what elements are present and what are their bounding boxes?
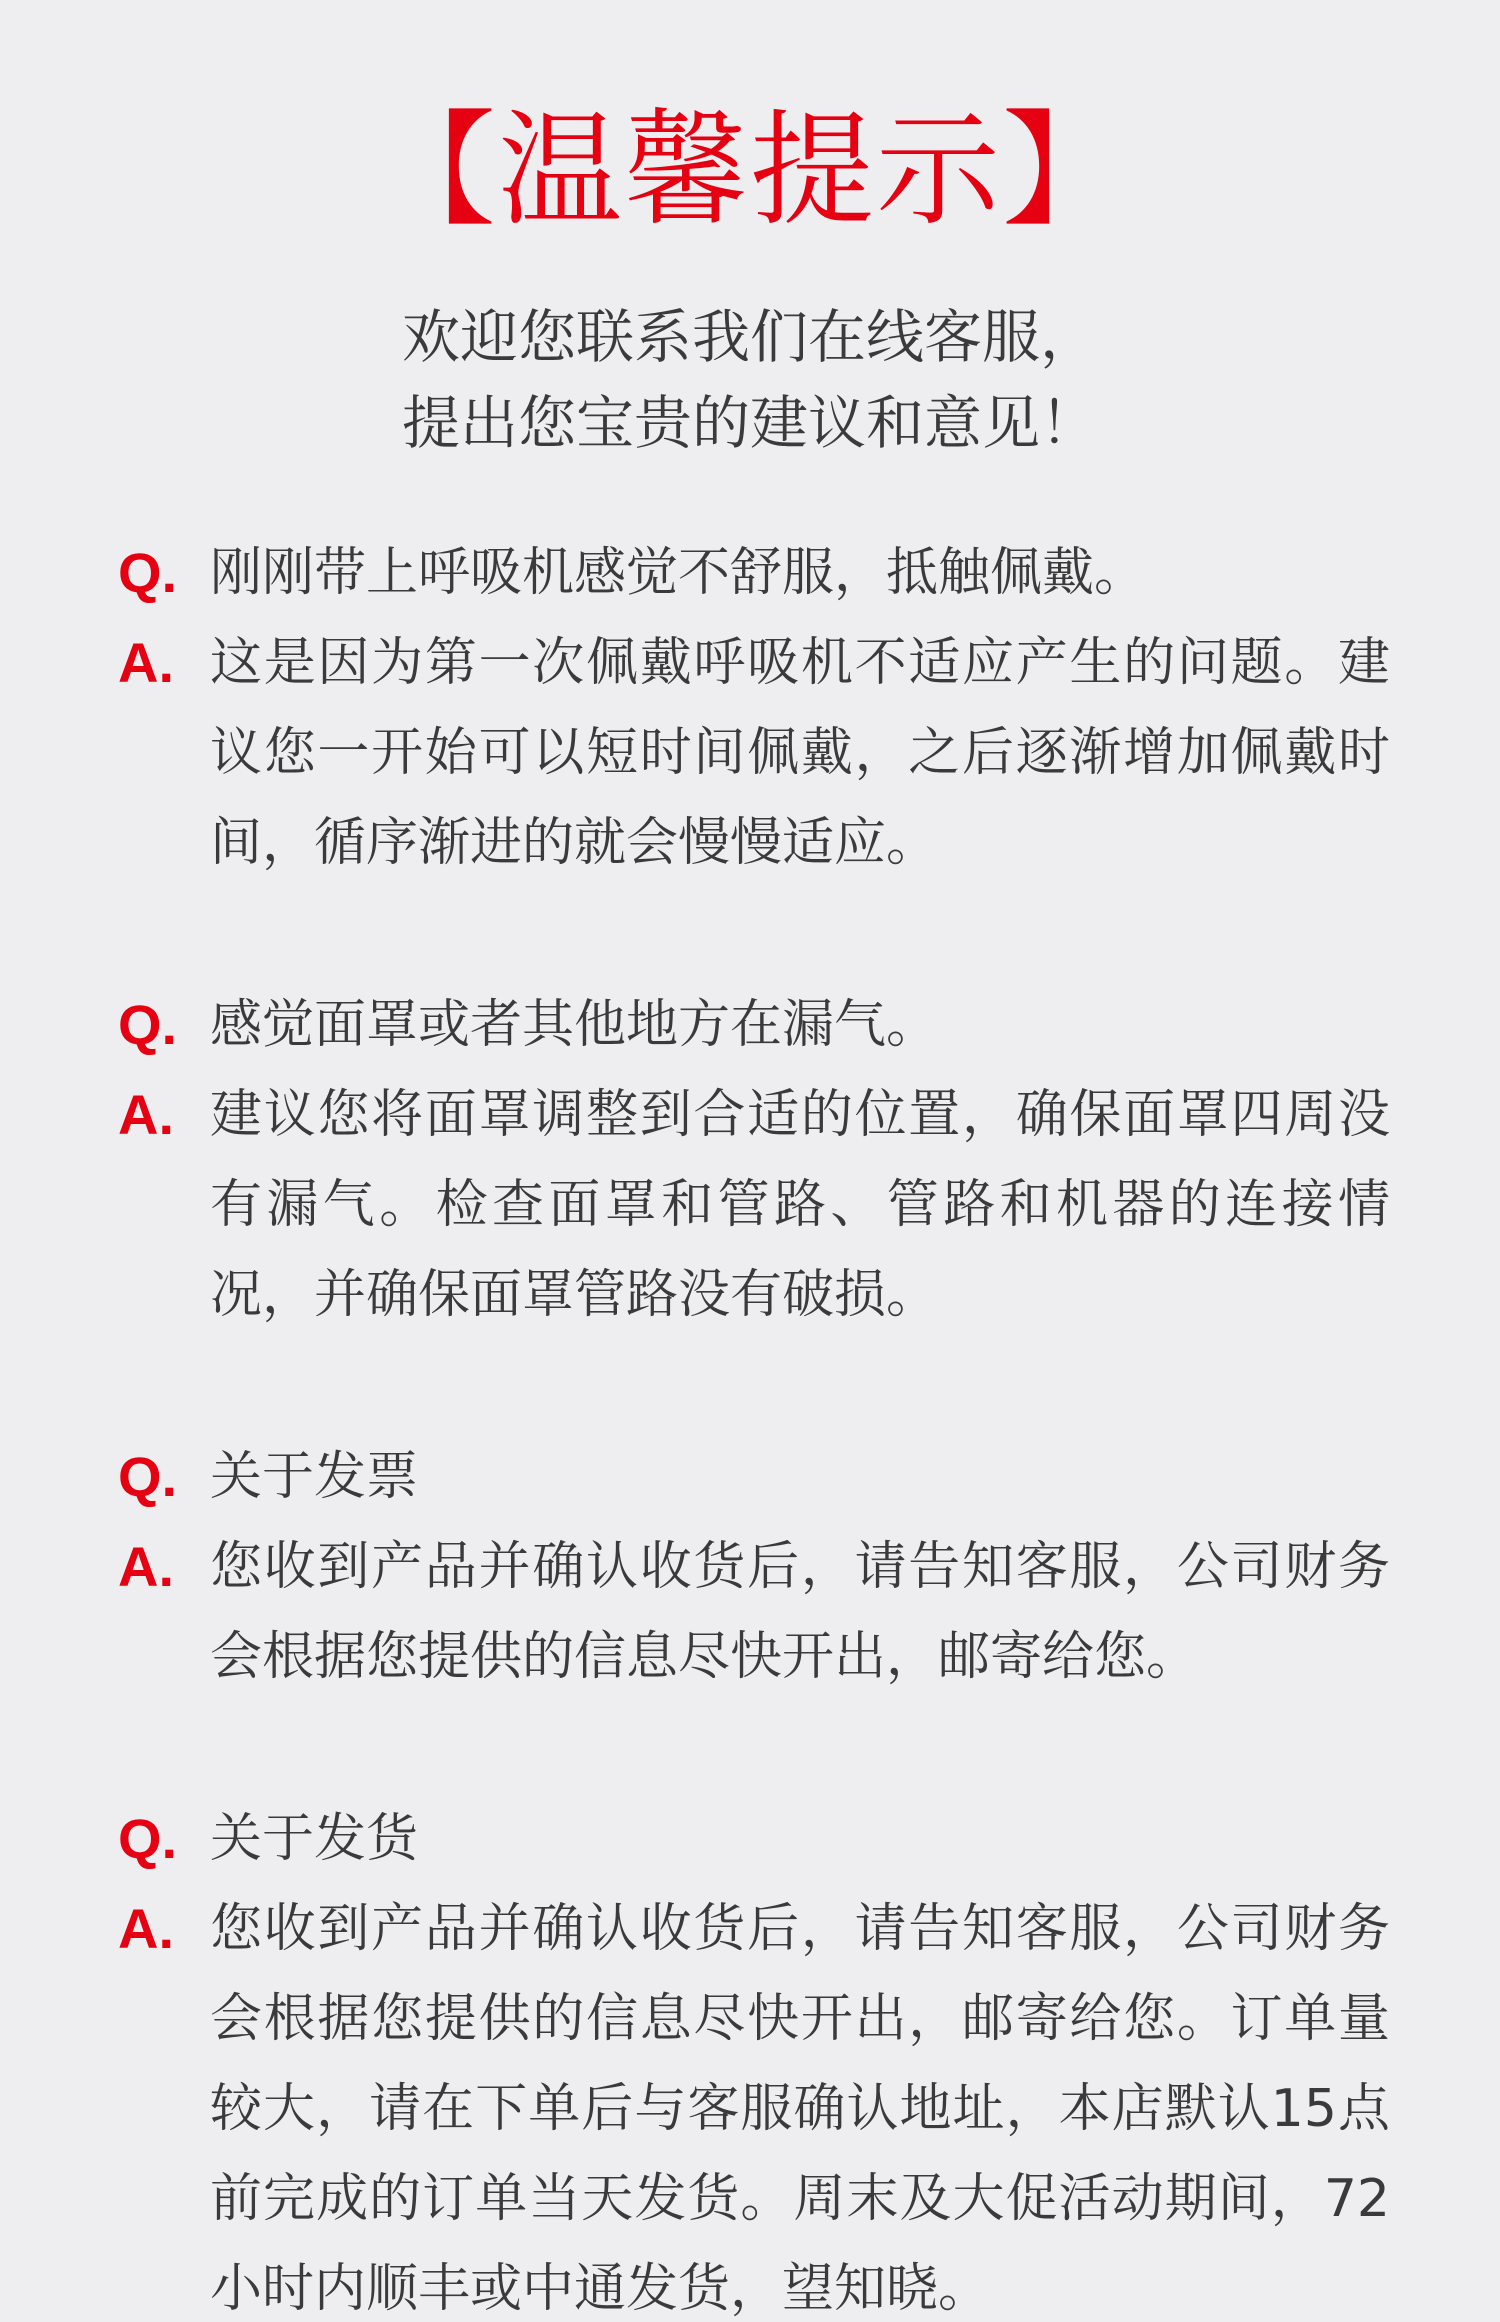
answer-marker: A. xyxy=(118,1535,174,1598)
intro-text xyxy=(0,294,1500,466)
question-text: 关于发货 xyxy=(210,1809,419,1869)
answer-text: 这是因为第一次佩戴呼吸机不适应产生的问题。建议您一开始可以短时间佩戴，之后逐渐增加佩戴时间，循序渐进的就会慢慢适应。 xyxy=(210,633,1390,873)
question-row xyxy=(118,980,1390,1070)
answer-text: 您收到产品并确认收货后，请告知客服，公司财务会根据您提供的信息尽快开出，邮寄给您。 xyxy=(210,1537,1390,1687)
answer-row xyxy=(118,1522,1390,1702)
question-row xyxy=(118,1794,1390,1884)
question-text: 感觉面罩或者其他地方在漏气。 xyxy=(210,995,939,1055)
faq-item-4 xyxy=(118,1794,1390,2322)
answer-text: 建议您将面罩调整到合适的位置，确保面罩四周没有漏气。检查面罩和管路、管路和机器的连接情况，并确保面罩管路没有破损。 xyxy=(210,1085,1390,1325)
faq-list xyxy=(0,528,1500,2322)
answer-row xyxy=(118,1070,1390,1340)
question-text: 刚刚带上呼吸机感觉不舒服，抵触佩戴。 xyxy=(210,543,1147,603)
intro-line-2: 提出您宝贵的建议和意见！ xyxy=(401,389,1098,457)
answer-text: 您收到产品并确认收货后，请告知客服，公司财务会根据您提供的信息尽快开出，邮寄给您。订单量较大，请在下单后与客服确认地址，本店默认15点前完成的订单当天发货。周末及大促活动期间，72小时内顺丰或中通发货，望知晓。 xyxy=(210,1899,1390,2319)
faq-item-2 xyxy=(118,980,1390,1340)
question-marker: Q. xyxy=(118,993,178,1056)
question-marker: Q. xyxy=(118,1807,178,1870)
question-row xyxy=(118,528,1390,618)
faq-item-1 xyxy=(118,528,1390,888)
answer-marker: A. xyxy=(118,1083,174,1146)
intro-line-1: 欢迎您联系我们在线客服， xyxy=(401,303,1098,371)
question-marker: Q. xyxy=(118,1445,178,1508)
faq-item-3 xyxy=(118,1432,1390,1702)
question-text: 关于发票 xyxy=(210,1447,419,1507)
answer-row xyxy=(118,618,1390,888)
answer-marker: A. xyxy=(118,631,174,694)
answer-row xyxy=(118,1884,1390,2322)
question-marker: Q. xyxy=(118,541,178,604)
page-title: 【温馨提示】 xyxy=(371,99,1128,243)
answer-marker: A. xyxy=(118,1897,174,1960)
question-row xyxy=(118,1432,1390,1522)
